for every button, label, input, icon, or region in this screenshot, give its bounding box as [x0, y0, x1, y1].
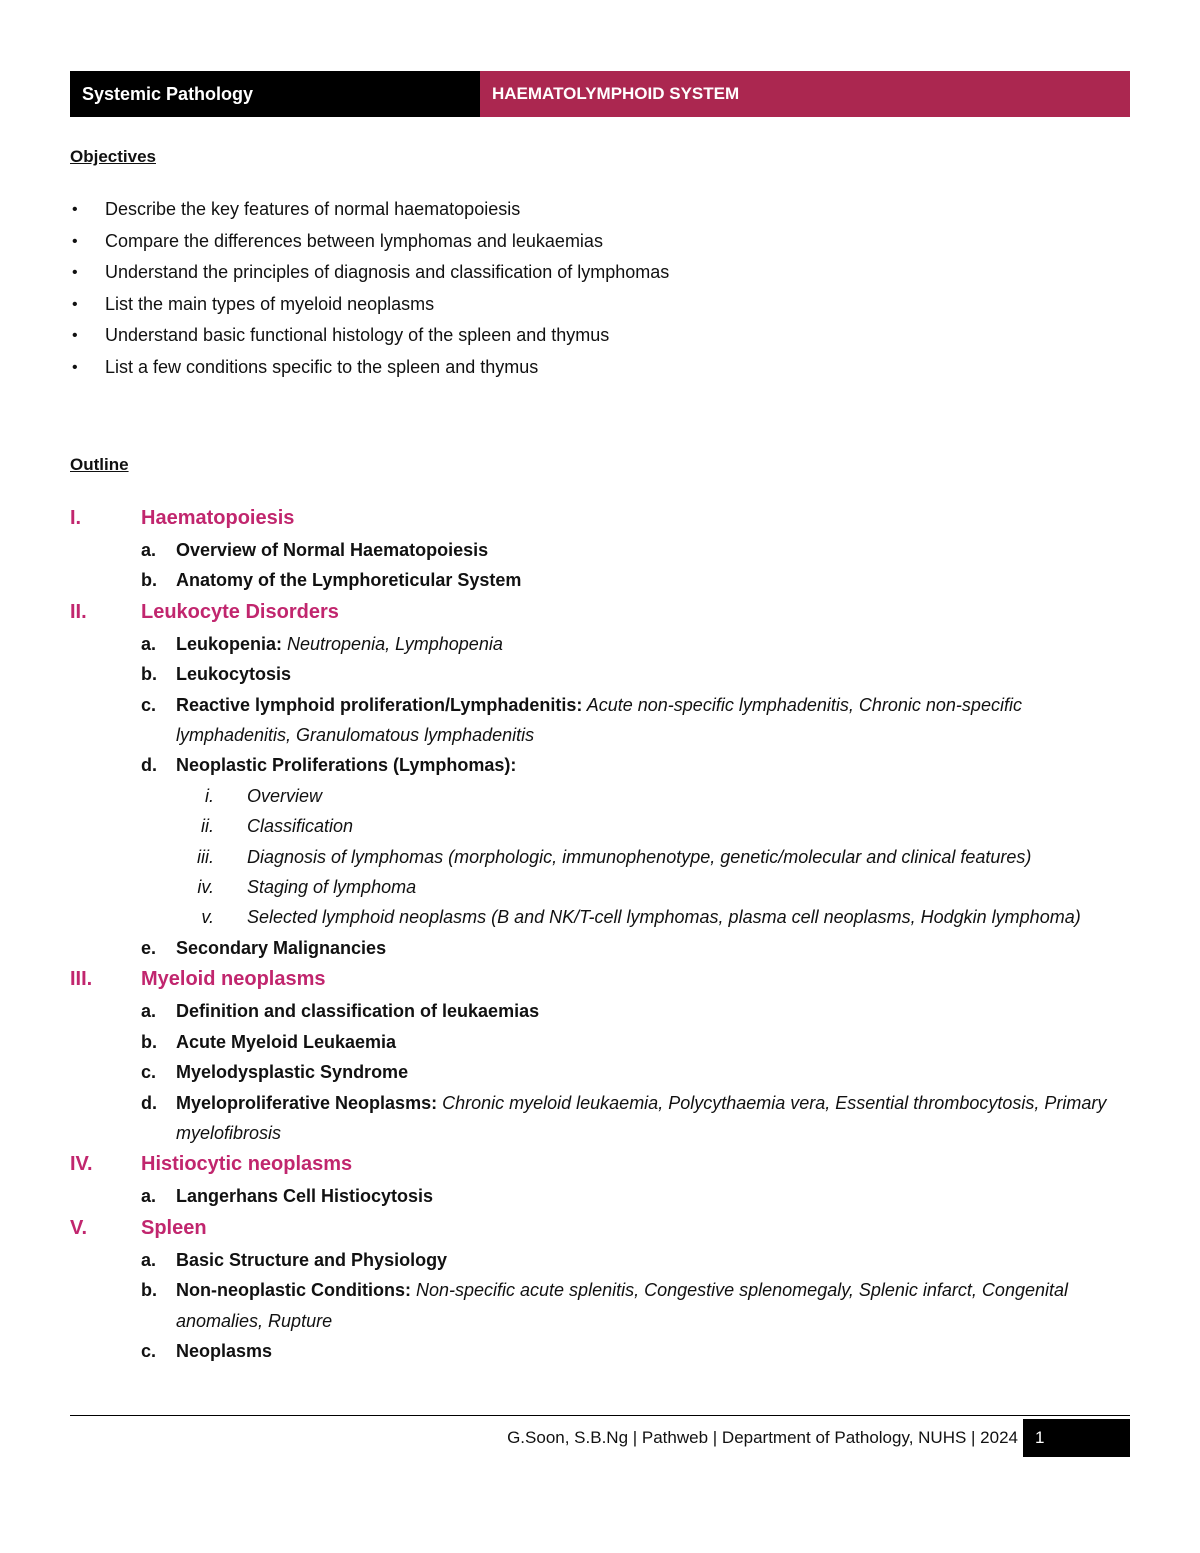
outline-roman-item: [70, 842, 1130, 872]
bullet-icon: •: [72, 232, 78, 250]
subitem-label: c.: [141, 1340, 157, 1361]
outline-subitem: [70, 1088, 1130, 1149]
section-number: III.: [70, 968, 93, 991]
section-number: II.: [70, 600, 87, 623]
list-item: [70, 226, 669, 258]
subitem-heading: Definition and classification of leukaemias: [176, 1001, 540, 1022]
subitem-heading: Basic Structure and Physiology: [176, 1249, 448, 1270]
subitem-heading: Langerhans Cell Histiocytosis: [176, 1186, 434, 1207]
subitem-heading: Acute Myeloid Leukaemia: [176, 1031, 397, 1052]
roman-label: iii.: [197, 846, 214, 867]
roman-label: i.: [205, 785, 214, 806]
subitem-label: b.: [141, 664, 157, 685]
page-number: 1: [1023, 1419, 1130, 1457]
outline-roman-item: [70, 781, 1130, 811]
bullet-icon: •: [72, 295, 78, 313]
objectives-title: Objectives: [70, 147, 156, 166]
objective-text: List a few conditions specific to the spleen and thymus: [105, 356, 539, 377]
header-subject: Systemic Pathology: [70, 71, 480, 117]
outline-roman-item: [70, 902, 1130, 932]
objective-text: Understand basic functional histology of the spleen and thymus: [105, 325, 610, 345]
footer-credits: G.Soon, S.B.Ng | Pathweb | Department of Pathology, NUHS | 2024: [507, 1428, 1018, 1447]
outline-list: [70, 502, 1130, 1366]
outline-subitem: [70, 750, 1130, 780]
outline-subitem: [70, 996, 1130, 1026]
section-title: Histiocytic neoplasms: [141, 1153, 353, 1176]
outline-subitem: [70, 1245, 1130, 1275]
roman-text: Selected lymphoid neoplasms (B and NK/T-cell lymphomas, plasma cell neoplasms, Hodgkin lymphoma): [247, 907, 1081, 928]
subitem-heading: Myelodysplastic Syndrome: [176, 1062, 409, 1083]
bullet-icon: •: [72, 264, 78, 281]
subitem-heading: Myeloproliferative Neoplasms:: [176, 1092, 438, 1113]
outline-subitem: [70, 1336, 1130, 1366]
list-item: [70, 194, 669, 226]
section-number: I.: [70, 507, 82, 529]
section-number: IV.: [70, 1153, 93, 1176]
subitem-label: a.: [141, 540, 157, 560]
subitem-heading: Leukopenia:: [176, 633, 283, 654]
outline-section: [70, 963, 1130, 996]
subitem-label: b.: [141, 570, 157, 591]
objective-text: Compare the differences between lymphomas and leukaemias: [105, 230, 603, 251]
outline-subitem: [70, 933, 1130, 963]
subitem-heading: Anatomy of the Lymphoreticular System: [176, 570, 522, 591]
bullet-icon: •: [72, 358, 78, 376]
subitem-label: b.: [141, 1280, 157, 1301]
section-title: Myeloid neoplasms: [141, 968, 326, 991]
outline-subitem: [70, 565, 1130, 595]
subitem-detail: Acute non-specific lymphadenitis, Chronic non-specific lymphadenitis, Granulomatous lymphadenitis: [176, 694, 1022, 746]
subitem-label: a.: [141, 1186, 157, 1207]
subitem-heading: Non-neoplastic Conditions:: [176, 1280, 411, 1301]
list-item: [70, 257, 669, 289]
subitem-label: d.: [141, 1092, 157, 1113]
subitem-label: c.: [141, 694, 157, 715]
outline-subitem: [70, 629, 1130, 659]
outline-section: [70, 1212, 1130, 1245]
footer-divider: [70, 1415, 1130, 1416]
objectives-list: [70, 194, 669, 383]
subitem-heading: Neoplasms: [176, 1340, 273, 1361]
outline-subitem: [70, 1027, 1130, 1057]
section-title: Leukocyte Disorders: [141, 600, 339, 623]
subitem-detail: Chronic myeloid leukaemia, Polycythaemia vera, Essential thrombocytosis, Primary myelofibrosis: [176, 1092, 1107, 1143]
outline-section: [70, 1148, 1130, 1181]
subitem-heading: Overview of Normal Haematopoiesis: [176, 540, 489, 560]
subitem-label: b.: [141, 1031, 157, 1052]
list-item: [70, 352, 669, 384]
outline-subitem: [70, 659, 1130, 689]
outline-subitem: [70, 535, 1130, 565]
objective-text: List the main types of myeloid neoplasms: [105, 293, 435, 314]
roman-text: Diagnosis of lymphomas (morphologic, immunophenotype, genetic/molecular and clinical features): [247, 846, 1032, 867]
subitem-detail: Neutropenia, Lymphopenia: [282, 633, 503, 654]
bullet-icon: •: [72, 201, 78, 218]
subitem-heading: Neoplastic Proliferations (Lymphomas):: [176, 755, 517, 776]
outline-section: [70, 596, 1130, 629]
outline-subitem: [70, 1057, 1130, 1087]
subitem-detail: Non-specific acute splenitis, Congestive splenomegaly, Splenic infarct, Congenital anomalies, Rupture: [176, 1280, 1068, 1331]
subitem-label: d.: [141, 755, 157, 776]
outline-subitem: [70, 690, 1130, 751]
roman-label: iv.: [197, 877, 214, 898]
subitem-label: c.: [141, 1062, 157, 1083]
subitem-label: a.: [141, 633, 157, 654]
outline-title: Outline: [70, 455, 129, 474]
outline-roman-item: [70, 872, 1130, 902]
roman-label: v.: [201, 907, 214, 928]
roman-text: Overview: [247, 785, 323, 806]
outline-subitem: [70, 1275, 1130, 1336]
roman-label: ii.: [201, 816, 214, 837]
roman-text: Classification: [247, 816, 354, 837]
objective-text: Understand the principles of diagnosis and classification of lymphomas: [105, 262, 670, 282]
outline-subitem: [70, 1181, 1130, 1211]
subitem-heading: Reactive lymphoid proliferation/Lymphadenitis:: [176, 694, 583, 715]
header-topic: HAEMATOLYMPHOID SYSTEM: [480, 71, 1130, 117]
page-header: [70, 71, 1130, 117]
subitem-heading: Secondary Malignancies: [176, 937, 387, 958]
list-item: [70, 320, 669, 352]
outline-roman-item: [70, 811, 1130, 841]
section-title: Haematopoiesis: [141, 507, 295, 529]
section-number: V.: [70, 1216, 88, 1239]
subitem-label: e.: [141, 937, 157, 958]
subitem-heading: Leukocytosis: [176, 664, 292, 685]
bullet-icon: •: [72, 327, 78, 344]
roman-text: Staging of lymphoma: [247, 877, 417, 898]
list-item: [70, 289, 669, 321]
section-title: Spleen: [141, 1216, 207, 1239]
outline-section: [70, 502, 1130, 535]
objective-text: Describe the key features of normal haematopoiesis: [105, 199, 521, 219]
subitem-label: a.: [141, 1001, 157, 1022]
subitem-label: a.: [141, 1249, 157, 1270]
